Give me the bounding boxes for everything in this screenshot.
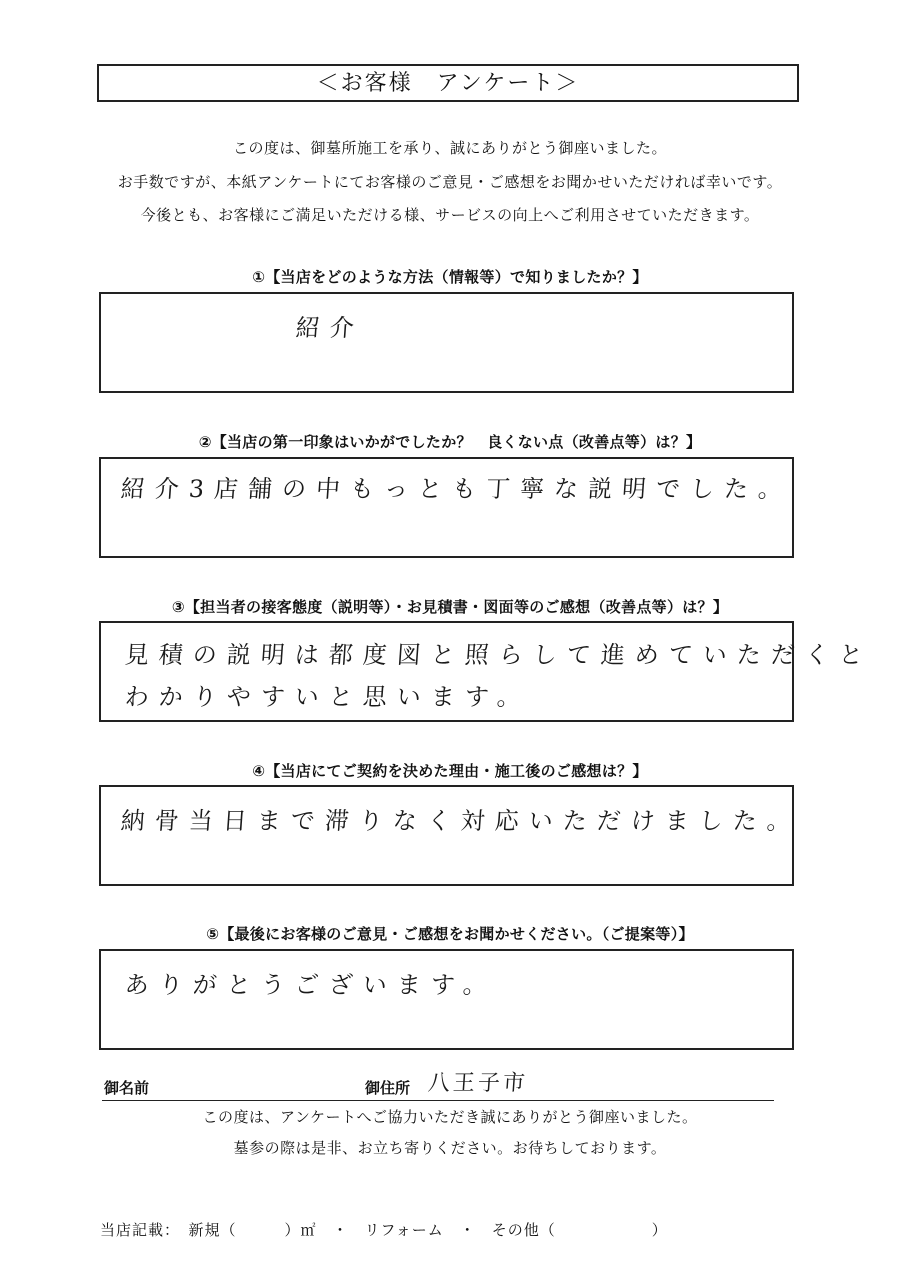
answer-3-box[interactable] xyxy=(99,621,874,722)
answer-5-text: ありがとうございます。 xyxy=(123,971,498,999)
name-label: 御名前 xyxy=(104,1079,150,1097)
address-field[interactable]: 八王子市 xyxy=(426,1071,529,1096)
answer-1-text: 紹介 xyxy=(294,314,365,342)
address-label: 御住所 xyxy=(365,1079,411,1097)
question-5-label: ⑤【最後にお客様のご意見・ご感想をお聞かせください。（ご提案等）】 xyxy=(206,925,694,943)
intro-line-2: お手数ですが、本紙アンケートにてお客様のご意見・ご感想をお聞かせいただければ幸いです。 xyxy=(117,173,783,191)
answer-5-box[interactable] xyxy=(99,949,794,1050)
answer-1-box[interactable] xyxy=(99,292,794,393)
answer-2-text: 紹介3店舗の中もっとも丁寧な説明でした。 xyxy=(119,475,794,503)
closing-line-1: この度は、アンケートへご協力いただき誠にありがとう御座いました。 xyxy=(202,1108,698,1126)
intro-line-1: この度は、御墓所施工を承り、誠にありがとう御座いました。 xyxy=(232,139,667,157)
question-2-label: ②【当店の第一印象はいかがでしたか？ 良くない点（改善点等）は？】 xyxy=(198,433,702,451)
answer-4-box[interactable] xyxy=(99,785,802,886)
signature-line xyxy=(102,1100,774,1101)
closing-line-2: 墓参の際は是非、お立ち寄りください。お待ちしております。 xyxy=(233,1139,667,1157)
survey-title: ＜お客様 アンケート＞ xyxy=(97,64,799,102)
intro-line-3: 今後とも、お客様にご満足いただける様、サービスの向上へご利用させていただきます。 xyxy=(140,206,760,224)
answer-3-text-line-2: わかりやすいと思います。 xyxy=(123,683,532,711)
question-4-label: ④【当店にてご契約を決めた理由・施工後のご感想は？】 xyxy=(252,762,648,780)
question-1-label: ①【当店をどのような方法（情報等）で知りましたか？】 xyxy=(252,268,648,286)
answer-2-box[interactable] xyxy=(99,457,794,558)
answer-3-text-line-1: 見積の説明は都度図と照らして進めていただくと xyxy=(123,641,874,669)
shop-note: 当店記載： 新規（ ）㎡ ・ リフォーム ・ その他（ ） xyxy=(100,1221,668,1239)
question-3-label: ③【担当者の接客態度（説明等）・お見積書・図面等のご感想（改善点等）は？】 xyxy=(171,598,729,616)
answer-4-text: 納骨当日まで滞りなく対応いただけました。 xyxy=(119,807,802,835)
